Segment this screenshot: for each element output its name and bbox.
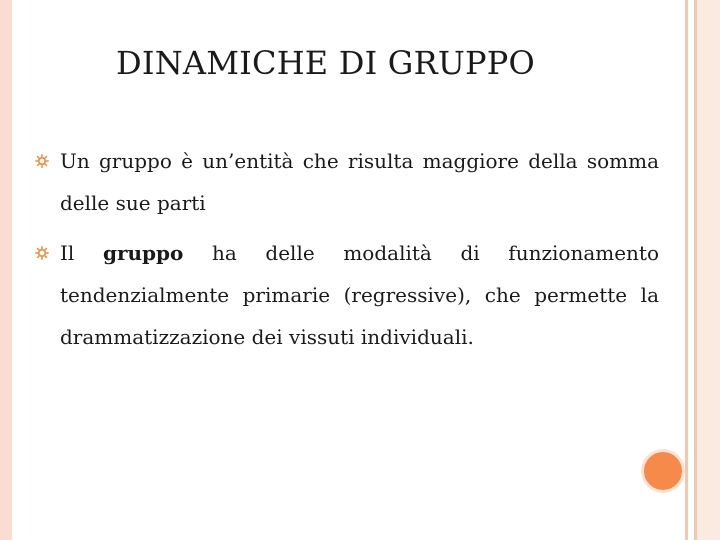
sun-bullet-icon [35, 154, 49, 168]
orange-circle-icon [641, 449, 685, 493]
bullet-text: Un gruppo è un’entità che risulta maggiore della somma delle sue parti [60, 149, 659, 215]
sun-bullet-icon [35, 246, 49, 260]
right-border-line-inner [694, 0, 697, 540]
bullet-text-post: ha delle modalità di funzionamento tendenzialmente primarie (regressive), che permette la drammatizzazione dei vissuti individuali. [60, 241, 660, 349]
left-margin-band [0, 0, 12, 540]
right-border-line-outer [685, 0, 688, 540]
right-decor-fill [697, 0, 720, 540]
bullet-item [60, 232, 659, 358]
slide-title: DINAMICHE DI GRUPPO [116, 44, 535, 82]
bullet-item [60, 140, 659, 224]
bullet-list [60, 140, 659, 366]
bullet-text-pre: Il [60, 241, 103, 265]
bullet-text-bold: gruppo [102, 241, 184, 265]
